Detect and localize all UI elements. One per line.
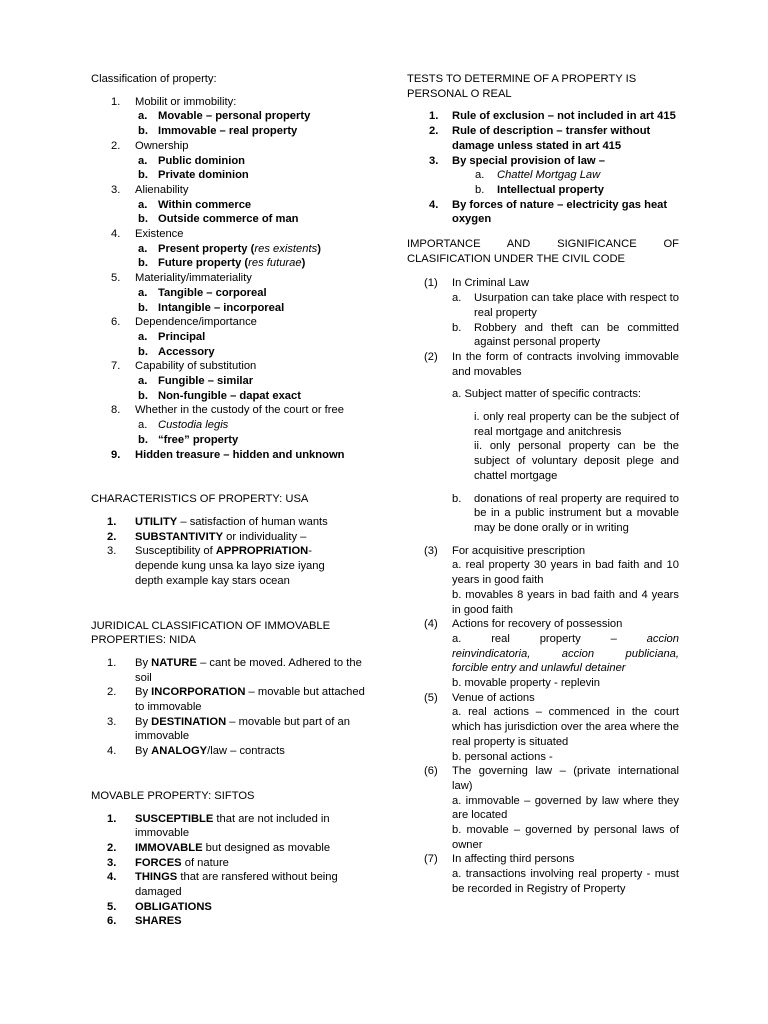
sub-item: a. Present property (res existents) bbox=[138, 242, 321, 255]
movable-heading: MOVABLE PROPERTY: SIFTOS bbox=[91, 789, 255, 802]
list-item: 3. Alienability bbox=[111, 183, 189, 196]
sub-item: a. Public dominion bbox=[138, 154, 246, 167]
sub-item: i. only real property can be the subject of real mortgage and anitchresis bbox=[474, 411, 679, 438]
list-item: 2. Ownership bbox=[111, 139, 189, 152]
list-item: (2) In the form of contracts involving immovable and movables bbox=[424, 350, 679, 378]
list-item: 2. IMMOVABLE but designed as movable bbox=[107, 841, 331, 854]
sub-item: a. Chattel Mortgag Law bbox=[475, 169, 601, 182]
juridical-heading: JURIDICAL CLASSIFICATION OF IMMOVABLE PROPERTIES: NIDA bbox=[91, 619, 331, 647]
sub-item: a. real property – accion reinvindicatoria, accion publiciana, forcible entry and unlawful detainer bbox=[452, 632, 679, 675]
list-item: 8. Whether in the custody of the court or free bbox=[111, 404, 344, 417]
left-column bbox=[91, 72, 369, 929]
sub-item: b. Robbery and theft can be committed against personal property bbox=[452, 321, 679, 349]
sub-item: a. Movable – personal property bbox=[138, 110, 311, 123]
tests-heading: TESTS TO DETERMINE OF A PROPERTY IS PERSONAL O REAL bbox=[407, 73, 637, 100]
sub-item: ii. only personal property can be the subject of voluntary deposit plege and chattel mortgage bbox=[474, 440, 679, 482]
list-item: 4. Existence bbox=[111, 228, 184, 241]
sub-item: a. real property 30 years in bad faith and 10 years in good faith bbox=[452, 559, 679, 587]
list-item: 1. Rule of exclusion – not included in art 415 bbox=[429, 110, 676, 123]
sub-item: b. personal actions - bbox=[452, 750, 553, 763]
list-item: 3. Susceptibility of APPROPRIATION- depende kung unsa ka layo size iyang depth example kay stars ocean bbox=[107, 545, 325, 587]
movable-list bbox=[91, 812, 369, 930]
list-item: 3. By DESTINATION – movable but part of an immovable bbox=[107, 715, 350, 743]
list-item: 6. SHARES bbox=[107, 915, 182, 928]
list-item: 2. SUBSTANTIVITY or individuality – bbox=[107, 530, 307, 543]
list-item: (6) The governing law – (private international law) bbox=[424, 765, 679, 792]
list-item: (7) In affecting third persons bbox=[424, 853, 575, 866]
tests-list bbox=[407, 109, 679, 227]
list-item: 4. By forces of nature – electricity gas heat oxygen bbox=[429, 198, 668, 226]
sub-item: a. Usurpation can take place with respect to real property bbox=[452, 292, 679, 319]
sub-item: b. Private dominion bbox=[138, 169, 249, 182]
sub-item: b. Intellectual property bbox=[475, 183, 604, 196]
list-item: 2. Rule of description – transfer without damage unless stated in art 415 bbox=[429, 125, 651, 152]
sub-item: a. real actions – commenced in the court which has jurisdiction over the area where the real property is situated bbox=[452, 706, 679, 748]
list-item: 1. SUSCEPTIBLE that are not included in immovable bbox=[107, 812, 330, 840]
list-item: 1. By NATURE – cant be moved. Adhered to the soil bbox=[107, 656, 362, 684]
list-item: 6. Dependence/importance bbox=[111, 316, 257, 329]
sub-item: b. movable property - replevin bbox=[452, 677, 600, 690]
list-item: 3. FORCES of nature bbox=[107, 856, 229, 869]
sub-heading: a. Subject matter of specific contracts: bbox=[452, 388, 642, 401]
sub-item: a. transactions involving real property - must be recorded in Registry of Property bbox=[452, 868, 679, 895]
right-column bbox=[407, 72, 679, 897]
list-item: 4. THINGS that are ransfered without being damaged bbox=[107, 871, 338, 899]
sub-item: b. Non-fungible – dapat exact bbox=[138, 389, 301, 402]
sub-item: a. Tangible – corporeal bbox=[138, 286, 267, 299]
sub-item: a. Custodia legis bbox=[138, 419, 229, 432]
characteristics-list bbox=[91, 515, 369, 589]
list-item: 7. Capability of substitution bbox=[111, 360, 257, 373]
sub-item: b. Intangible – incorporeal bbox=[138, 301, 285, 314]
characteristics-heading: CHARACTERISTICS OF PROPERTY: USA bbox=[91, 493, 309, 506]
sub-item: b. Immovable – real property bbox=[138, 125, 298, 138]
juridical-list bbox=[91, 656, 369, 759]
sub-item: a. Principal bbox=[138, 330, 206, 343]
list-item: (5) Venue of actions bbox=[424, 691, 535, 704]
list-item: 1. UTILITY – satisfaction of human wants bbox=[107, 515, 328, 528]
sub-item: b. Outside commerce of man bbox=[138, 213, 299, 226]
list-item: 5. OBLIGATIONS bbox=[107, 900, 212, 913]
importance-heading: IMPORTANCE AND SIGNIFICANCE OF CLASIFICATION UNDER THE CIVIL CODE bbox=[407, 238, 679, 265]
list-item: 3. By special provision of law – bbox=[429, 154, 605, 167]
classification-heading: Classification of property: bbox=[91, 73, 217, 85]
sub-item: b. movable – governed by personal laws of owner bbox=[452, 824, 679, 851]
sub-item: b. Future property (res futurae) bbox=[138, 257, 306, 270]
list-item: 2. By INCORPORATION – movable but attached to immovable bbox=[107, 686, 365, 714]
sub-item: b. movables 8 years in bad faith and 4 years in good faith bbox=[452, 588, 679, 616]
list-item: (4) Actions for recovery of possession bbox=[424, 618, 623, 631]
sub-item: a. Within commerce bbox=[138, 198, 252, 211]
sub-item: a. Fungible – similar bbox=[138, 375, 254, 388]
sub-item: b. donations of real property are required to be in a public instrument but a movable may be done orally or in writing bbox=[452, 492, 679, 534]
list-item: (1) In Criminal Law bbox=[424, 277, 530, 290]
list-item: 5. Materiality/immateriality bbox=[111, 272, 252, 285]
list-item: 1. Mobilit or immobility: bbox=[111, 95, 237, 108]
list-item: 4. By ANALOGY/law – contracts bbox=[107, 745, 285, 758]
classification-list bbox=[91, 95, 369, 463]
list-item: 9. Hidden treasure – hidden and unknown bbox=[111, 448, 345, 461]
list-item: (3) For acquisitive prescription bbox=[424, 544, 586, 557]
sub-item: b. Accessory bbox=[138, 345, 215, 358]
sub-item: b. “free” property bbox=[138, 433, 239, 446]
sub-item: a. immovable – governed by law where they are located bbox=[452, 794, 679, 822]
importance-list bbox=[407, 276, 679, 896]
